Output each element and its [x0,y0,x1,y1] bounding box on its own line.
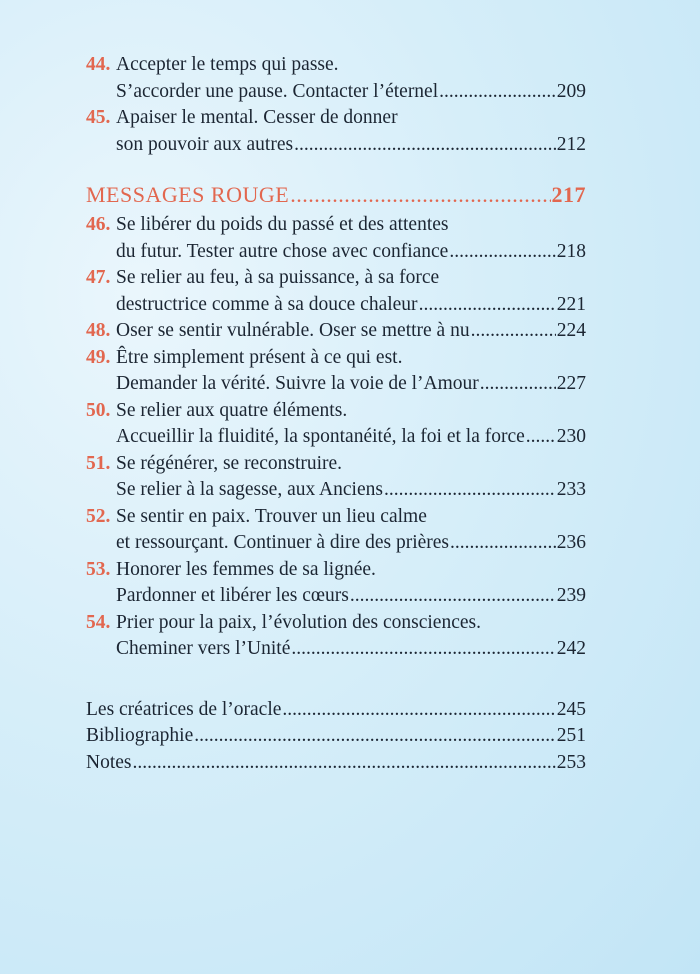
entry-line: Demander la vérité. Suivre la voie de l’Amour [116,373,479,394]
toc-entry-bibliographie[interactable] [86,723,586,750]
leader-dots [439,79,556,106]
entry-line: Honorer les femmes de sa lignée. [116,558,376,580]
entry-line: son pouvoir aux autres [116,133,294,155]
entry-number: 50. [86,399,111,421]
toc-entry-54[interactable] [86,610,586,663]
entry-line: et ressourçant. Continuer à dire des prières [116,532,450,553]
leader-dots [291,636,555,663]
entry-number: 47. [86,267,111,288]
entry-line: Se libérer du poids du passé et des attentes [116,214,449,235]
toc-entry-49[interactable] [86,345,586,398]
page-number: 245 [556,698,586,720]
leader-dots [526,424,556,451]
page-number: 239 [556,585,586,606]
entry-number: 54. [86,611,111,633]
entry-line: S’accorder une pause. Contacter l’éternel [116,80,439,102]
page-number: 212 [556,133,586,155]
leader-dots [350,583,556,610]
entry-line: Cheminer vers l’Unité [116,638,291,659]
leader-dots [419,292,556,319]
toc-entry-44[interactable] [86,52,586,105]
page-number: 218 [556,240,586,262]
toc-entry-notes[interactable] [86,750,586,777]
leader-dots [480,371,556,398]
page-number: 251 [556,725,586,746]
leader-dots [294,132,556,159]
entry-number: 44. [86,54,111,75]
page-number: 242 [556,638,586,659]
leader-dots [471,318,556,345]
leader-dots [282,697,555,724]
page-number: 236 [556,532,586,553]
entry-line: du futur. Tester autre chose avec confiance [116,240,449,262]
toc-entry-53[interactable] [86,557,586,610]
entry-number: 51. [86,452,111,474]
section-page-number: 217 [551,182,586,207]
toc-entry-50[interactable] [86,398,586,451]
entry-number: 48. [86,320,111,341]
entry-number: 46. [86,214,111,235]
entry-line: destructrice comme à sa douce chaleur [116,293,418,315]
entry-line: Se relier aux quatre éléments. [116,399,348,421]
entry-line: Se régénérer, se reconstruire. [116,452,343,474]
entry-line: Se sentir en paix. Trouver un lieu calme [116,505,427,527]
entry-line: Accueillir la fluidité, la spontanéité, la foi et la force [116,426,525,447]
toc-entry-45[interactable] [86,105,586,158]
entry-line: Être simplement présent à ce qui est. [116,346,403,368]
toc-entry-52[interactable] [86,504,586,557]
entry-title: Bibliographie [86,725,194,746]
toc-entry-51[interactable] [86,451,586,504]
entry-line: Se relier au feu, à sa puissance, à sa force [116,267,440,288]
entry-line: Accepter le temps qui passe. [116,54,339,75]
entry-line: Pardonner et libérer les cœurs [116,585,349,606]
entry-number: 45. [86,107,111,128]
entry-line: Apaiser le mental. Cesser de donner [116,107,398,128]
leader-dots [133,750,556,777]
section-title: MESSAGES ROUGE [86,182,290,207]
page-number: 227 [556,373,586,394]
section-heading-messages-rouge[interactable] [86,180,586,210]
page-number: 230 [556,426,586,447]
toc-entry-47[interactable] [86,265,586,318]
page-number: 224 [556,320,586,341]
page-number: 221 [556,293,586,315]
entry-line: Se relier à la sagesse, aux Anciens [116,479,383,500]
leader-dots [290,180,550,210]
entry-number: 49. [86,346,111,368]
entry-line: Prier pour la paix, l’évolution des consciences. [116,611,481,633]
toc-entry-48[interactable] [86,318,586,345]
leader-dots [449,239,555,266]
toc-entry-createurs[interactable] [86,697,586,724]
toc-entry-46[interactable] [86,212,586,265]
leader-dots [450,530,556,557]
back-matter [86,697,586,777]
entry-number: 53. [86,558,111,580]
leader-dots [194,723,556,750]
entry-number: 52. [86,505,111,527]
entry-title: Les créatrices de l’oracle [86,698,282,720]
page-number: 209 [556,80,586,102]
entry-title: Notes [86,751,132,773]
page-number: 253 [556,751,586,773]
entry-line: Oser se sentir vulnérable. Oser se mettre à nu [116,320,470,341]
page-number: 233 [556,479,586,500]
leader-dots [384,477,556,504]
table-of-contents [86,52,586,776]
